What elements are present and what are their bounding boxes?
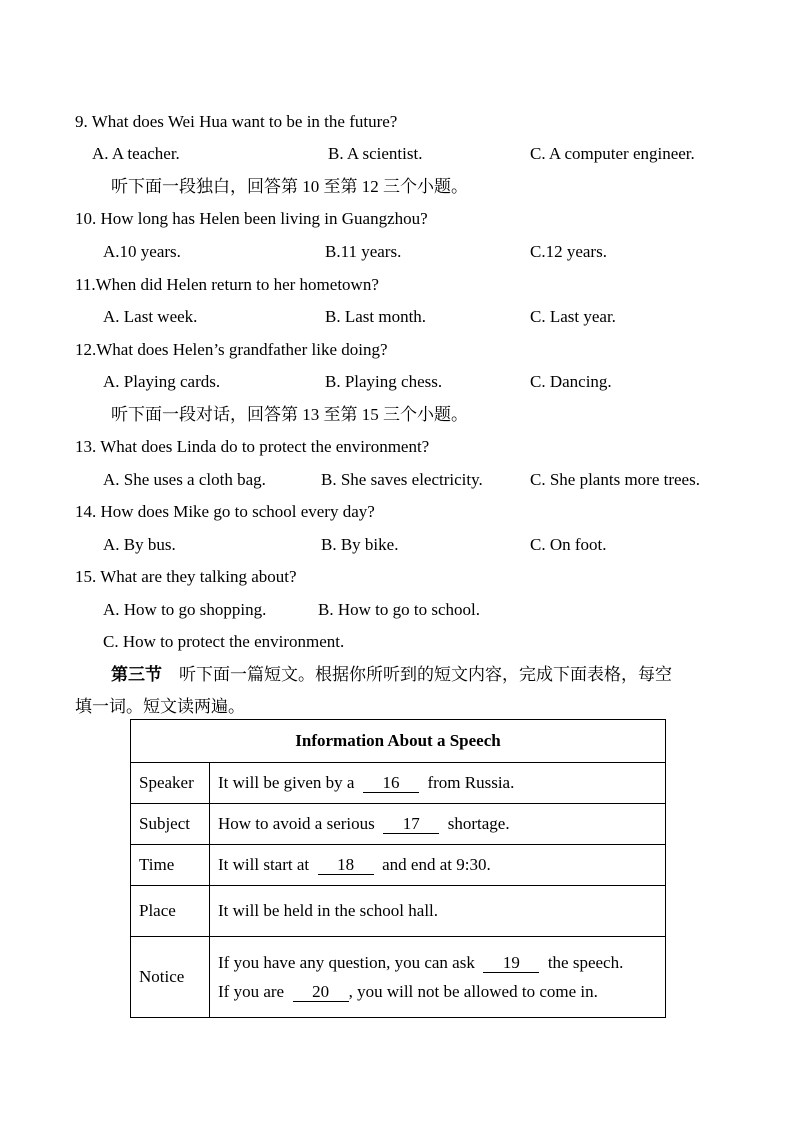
row-content-notice	[210, 937, 666, 1018]
speech-info-table	[130, 719, 666, 1018]
question-12: 12.What does Helen’s grandfather like doing?	[75, 340, 388, 359]
q14-option-c: C. On foot.	[530, 535, 607, 554]
q12-option-b: B. Playing chess.	[325, 372, 443, 391]
row-label-notice: Notice	[131, 937, 210, 1018]
question-10: 10. How long has Helen been living in Guangzhou?	[75, 209, 428, 228]
instruction-dialogue: 听下面一段对话，回答第 13 至第 15 三个小题。	[111, 405, 468, 424]
blank-20: 20	[293, 983, 349, 1002]
question-14: 14. How does Mike go to school every day?	[75, 502, 375, 521]
speaker-text-pre: It will be given by a	[218, 773, 355, 792]
section3-label: 第三节	[111, 665, 162, 684]
q12-option-a: A. Playing cards.	[103, 372, 221, 391]
q15-option-a: A. How to go shopping.	[103, 600, 267, 619]
question-15: 15. What are they talking about?	[75, 567, 297, 586]
q9-option-b: B. A scientist.	[328, 144, 423, 163]
speaker-text-post: from Russia.	[427, 773, 515, 792]
q10-option-b: B.11 years.	[325, 242, 402, 261]
q14-option-b: B. By bike.	[321, 535, 399, 554]
question-13: 13. What does Linda do to protect the environment?	[75, 437, 430, 456]
q10-option-a: A.10 years.	[103, 242, 181, 261]
time-text-post: and end at 9:30.	[382, 855, 491, 874]
table-row-subject	[131, 804, 666, 845]
row-label-time: Time	[131, 845, 210, 886]
section3-heading	[111, 664, 672, 686]
notice-line1-pre: If you have any question, you can ask	[218, 953, 475, 972]
time-text-pre: It will start at	[218, 855, 310, 874]
q10-option-c: C.12 years.	[530, 242, 607, 261]
notice-line2-pre: If you are	[218, 982, 285, 1001]
notice-line2-post: , you will not be allowed to come in.	[348, 982, 598, 1001]
subject-text-pre: How to avoid a serious	[218, 814, 375, 833]
row-label-speaker: Speaker	[131, 763, 210, 804]
q13-option-a: A. She uses a cloth bag.	[103, 470, 266, 489]
notice-line-1	[218, 948, 657, 977]
table-row-notice	[131, 937, 666, 1018]
row-content-time	[210, 845, 666, 886]
q11-option-a: A. Last week.	[103, 307, 198, 326]
q9-option-a: A. A teacher.	[92, 144, 180, 163]
table-row-place	[131, 886, 666, 937]
table-header-row	[131, 720, 666, 763]
blank-16: 16	[363, 774, 419, 793]
q13-option-c: C. She plants more trees.	[530, 470, 700, 489]
row-content-place: It will be held in the school hall.	[210, 886, 666, 937]
q15-option-c: C. How to protect the environment.	[103, 632, 345, 651]
row-label-subject: Subject	[131, 804, 210, 845]
section3-text-line2: 填一词。短文读两遍。	[75, 697, 245, 716]
blank-18: 18	[318, 856, 374, 875]
row-content-speaker	[210, 763, 666, 804]
table-title: Information About a Speech	[131, 720, 666, 763]
blank-19: 19	[483, 954, 539, 973]
notice-line-2	[218, 977, 657, 1006]
q15-option-b: B. How to go to school.	[318, 600, 480, 619]
question-9: 9. What does Wei Hua want to be in the future?	[75, 112, 398, 131]
q11-option-b: B. Last month.	[325, 307, 427, 326]
blank-17: 17	[383, 815, 439, 834]
instruction-monologue: 听下面一段独白，回答第 10 至第 12 三个小题。	[111, 177, 468, 196]
q9-option-c: C. A computer engineer.	[530, 144, 695, 163]
q13-option-b: B. She saves electricity.	[321, 470, 483, 489]
q12-option-c: C. Dancing.	[530, 372, 612, 391]
table-row-time	[131, 845, 666, 886]
subject-text-post: shortage.	[447, 814, 510, 833]
row-content-subject	[210, 804, 666, 845]
question-11: 11.When did Helen return to her hometown?	[75, 275, 379, 294]
section3-text-line1: 听下面一篇短文。根据你所听到的短文内容，完成下面表格，每空	[179, 665, 672, 684]
q11-option-c: C. Last year.	[530, 307, 616, 326]
row-label-place: Place	[131, 886, 210, 937]
notice-line1-post: the speech.	[547, 953, 624, 972]
table-row-speaker	[131, 763, 666, 804]
q14-option-a: A. By bus.	[103, 535, 176, 554]
